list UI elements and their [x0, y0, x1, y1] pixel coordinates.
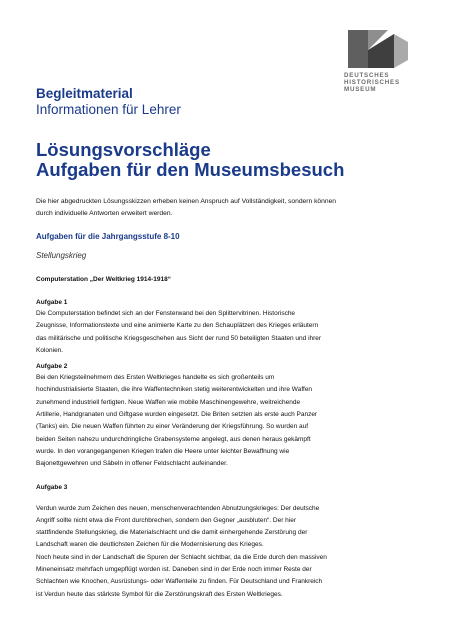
- title-line-1: Lösungsvorschläge: [36, 139, 211, 160]
- intro-line: Die hier abgedruckten Lösungsskizzen erheben keinen Anspruch auf Vollständigkeit, sondern können: [36, 198, 337, 205]
- paragraph-line: Die Computerstation befindet sich an der Fensterwand bei den Splittervitrinen. Historische: [36, 310, 296, 317]
- theme-heading: Stellungskrieg: [36, 251, 87, 260]
- document-body: [36, 86, 418, 601]
- dhm-d-logo-icon: [348, 28, 410, 68]
- task-paragraph: [36, 308, 418, 357]
- title-line-2: Aufgaben für den Museumsbesuch: [36, 159, 345, 180]
- task-heading: Aufgabe 2: [36, 363, 68, 371]
- material-heading: Begleitmaterial: [36, 86, 133, 101]
- task-heading: Aufgabe 1: [36, 299, 68, 306]
- logo-line: DEUTSCHES: [344, 72, 390, 79]
- paragraph-line: Noch heute sind in der Landschaft die Spuren der Schlacht sichtbar, da die Erde durch den massiven: [36, 553, 327, 561]
- paragraph-line: Mineneinsatz mehrfach umgepflügt worden ist. Daneben sind in der Erde noch immer Reste der: [36, 566, 312, 574]
- paragraph-line: (Tanks) ein. Die neuen Waffen führten zu einer Veränderung der Kriegsführung. So wurden auf: [36, 423, 309, 431]
- paragraph-line: Kolonien.: [36, 346, 64, 354]
- paragraph-line: Verdun wurde zum Zeichen des neuen, menschenverachtenden Abnutzungskrieges: Der deutsche: [36, 504, 320, 512]
- paragraph-line: Bei den Kriegsteilnehmern des Ersten Weltkrieges handelte es sich großenteils um: [36, 374, 275, 382]
- section-heading: Aufgaben für die Jahrgangsstufe 8-10: [36, 232, 180, 241]
- station-heading: Computerstation „Der Weltkrieg 1914-1918“: [36, 276, 171, 283]
- paragraph-line: ist Verdun heute das stärkste Symbol für die Zerstörungskraft des Ersten Weltkrieges.: [36, 590, 283, 598]
- paragraph-line: das militärische und politische Kriegsgeschehen aus Sicht der rund 50 beteiligten Staaten und ihrer: [36, 334, 322, 342]
- paragraph-line: stattfindende Stellungskrieg, die Materialschlacht und die damit einhergehende Zerstörung der: [36, 529, 308, 537]
- museum-logo: [344, 28, 430, 94]
- paragraph-line: beiden Seiten nahezu undurchdringliche Grabensysteme angelegt, aus denen heraus gekämpft: [36, 435, 311, 443]
- task-heading: Aufgabe 3: [36, 483, 68, 491]
- intro-paragraph: [36, 196, 418, 220]
- logo-line: MUSEUM: [344, 86, 377, 94]
- paragraph-line: zunehmend industriell fertigten. Neue Waffen wie mobile Maschinengewehre, weitreichende: [36, 398, 301, 406]
- task-paragraph: [36, 503, 418, 601]
- task-paragraph: [36, 372, 418, 470]
- paragraph-line: Artillerie, Handgranaten und Giftgase wurden eingesetzt. Die Briten setzten als erste auch Panzer: [36, 411, 318, 419]
- material-subtitle: Informationen für Lehrer: [36, 102, 181, 117]
- paragraph-line: Angriff sollte nicht etwa die Front durchbrechen, sondern den Gegner „ausbluten“. Der hier: [36, 516, 297, 524]
- paragraph-line: Landschaft waren die deutlichsten Zeichen für die Modernisierung des Krieges.: [36, 541, 264, 549]
- intro-line: durch individuelle Antworten erweitert werden.: [36, 210, 173, 217]
- paragraph-line: Schlachten wie Knochen, Ausrüstungs- oder Waffenteile zu finden. Für Deutschland und Frankreich: [36, 578, 323, 586]
- paragraph-line: Zeugnisse, Informationstexte und eine animierte Karte zu den Schauplätzen des Krieges erläutern: [36, 322, 319, 330]
- paragraph-line: wurde. In den vorangegangenen Kriegen trafen die Heere unter leichter Bewaffnung wie: [36, 447, 290, 455]
- paragraph-line: hochindustrialisierte Staaten, die ihre Waffentechniken stetig weiterentwickelten und ihre Waffen: [36, 386, 313, 394]
- logo-line: HISTORISCHES: [344, 79, 400, 87]
- page-title: [36, 140, 418, 180]
- paragraph-line: Bajonettgewehren und Säbeln in offener Feldschlacht aufeinander.: [36, 460, 228, 468]
